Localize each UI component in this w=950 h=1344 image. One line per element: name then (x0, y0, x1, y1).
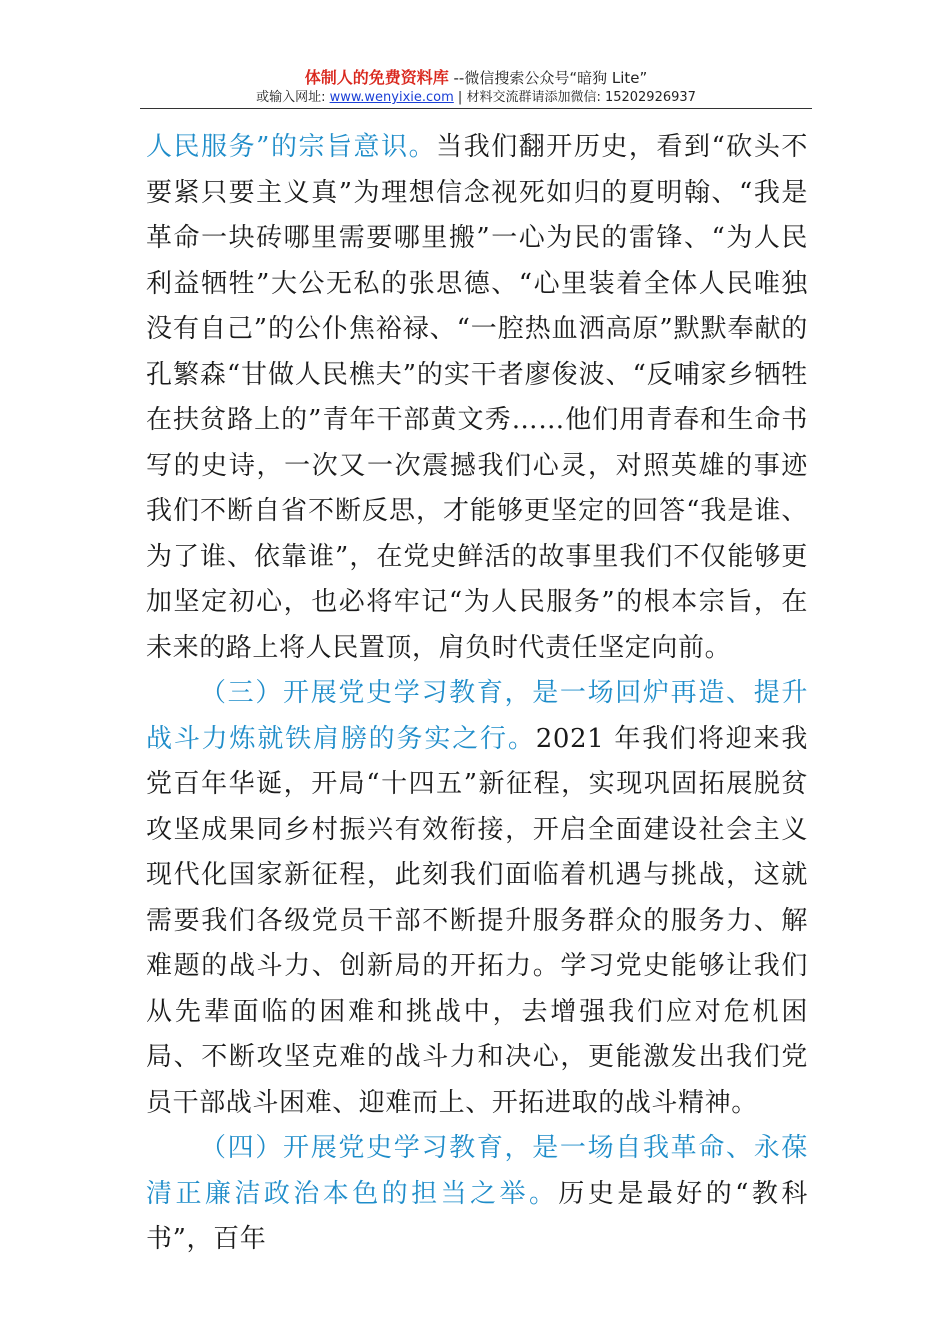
header-slogan: --微信搜索公众号“暗狗 Lite” (448, 69, 648, 87)
paragraph-section-3 (146, 671, 808, 1126)
header-url-prefix: 或输入网址: (256, 90, 330, 105)
header-line-1 (140, 68, 812, 88)
paragraph-highlight: 人民服务”的宗旨意识。 (146, 132, 437, 162)
document-body (146, 125, 808, 1263)
paragraph-continuation (146, 125, 808, 671)
paragraph-text: 当我们翻开历史，看到“砍头不要紧只要主义真”为理想信念视死如归的夏明翰、“我是革命一块砖哪里需要哪里搬”一心为民的雷锋、“为人民利益牺牲”大公无私的张思德、“心里装着全体人民唯独没有自己”的公仆焦裕禄、“一腔热血洒高原”默默奉献的孔繁森“甘做人民樵夫”的实干者廖俊波、“反哺家乡牺牲在扶贫路上的”青年干部黄文秀……他们用青春和生命书写的史诗，一次又一次震撼我们心灵，对照英雄的事迹我们不断自省不断反思，才能够更坚定的回答“我是谁、为了谁、依靠谁”，在党史鲜活的故事里我们不仅能够更加坚定初心，也必将牢记“为人民服务”的根本宗旨，在未来的路上将人民置顶，肩负时代责任坚定向前。 (146, 132, 808, 663)
header-contact: | 材料交流群请添加微信: 15202926937 (453, 90, 696, 105)
page-header (140, 68, 812, 107)
header-brand: 体制人的免费资料库 (304, 68, 449, 87)
header-line-2 (140, 89, 812, 107)
header-divider (140, 108, 812, 109)
paragraph-section-4 (146, 1126, 808, 1263)
section-4-heading: （四）开展党史学习教育，是一场自我革命、永葆清正廉洁政治本色的担当之举。 (146, 1133, 808, 1209)
header-url-link[interactable]: www.wenyixie.com (329, 90, 454, 105)
section-4-text: 历史是最好的“教科书”，百年 (146, 1178, 808, 1254)
section-3-heading: （三）开展党史学习教育，是一场回炉再造、提升战斗力炼就铁肩膀的务实之行。 (146, 678, 808, 754)
section-3-text: 2021 年我们将迎来我党百年华诞，开局“十四五”新征程，实现巩固拓展脱贫攻坚成果同乡村振兴有效衔接，开启全面建设社会主义现代化国家新征程，此刻我们面临着机遇与挑战，这就需要我们各级党员干部不断提升服务群众的服务力、解难题的战斗力、创新局的开拓力。学习党史能够让我们从先辈面临的困难和挑战中，去增强我们应对危机困局、不断攻坚克难的战斗力和决心，更能激发出我们党员干部战斗困难、迎难而上、开拓进取的战斗精神。 (146, 723, 808, 1118)
